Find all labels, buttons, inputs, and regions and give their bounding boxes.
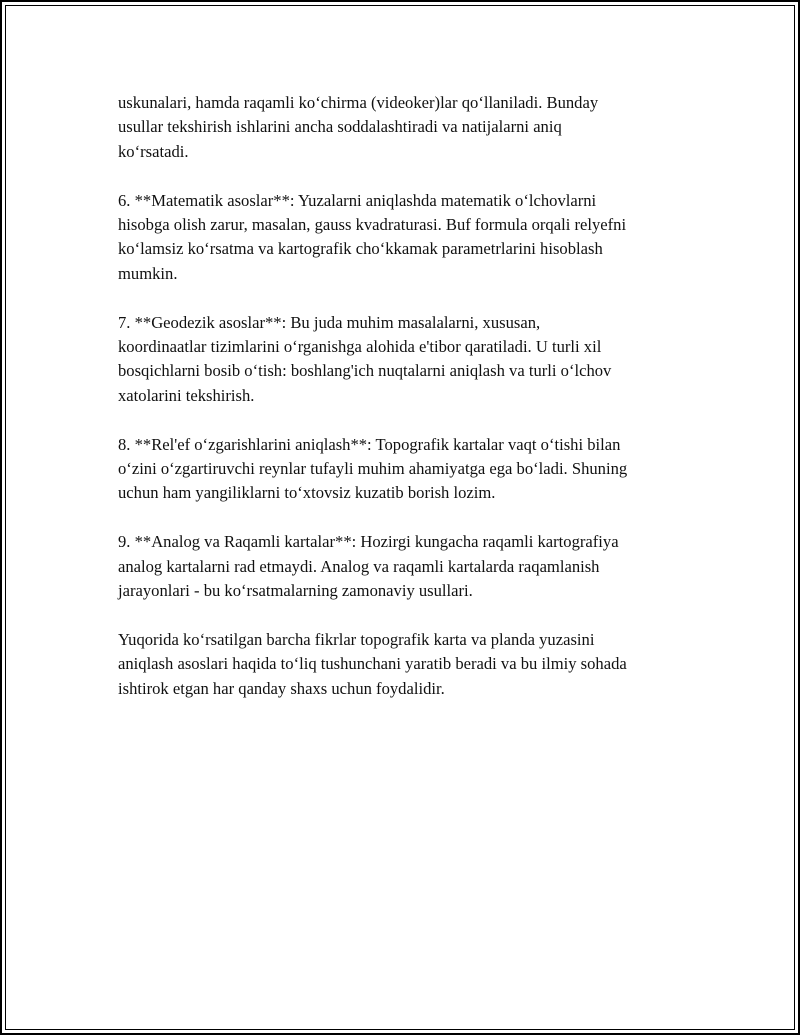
paragraph-continuation: uskunalari, hamda raqamli ko‘chirma (videoker)lar qo‘llaniladi. Bunday usullar tekshirish ishlarini ancha soddalashtiradi va natijalarni aniq ko‘rsatadi. [118,93,599,161]
document-body [118,91,683,725]
paragraph-geodezik-asoslar: 7. **Geodezik asoslar**: Bu juda muhim masalalarni, xususan, koordinaatlar tizimlarini o‘rganishga alohida e'tibor qaratiladi. U turli xil bosqichlarni bosib o‘tish: boshlang'ich nuqtalarni aniqlash va turli o‘lchov xatolarini tekshirish. [118,312,612,405]
paragraph-conclusion: Yuqorida ko‘rsatilgan barcha fikrlar topografik karta va planda yuzasini aniqlash asoslari haqida to‘liq tushunchani yaratib beradi va bu ilmiy sohada ishtirok etgan har qanday shaxs uchun foydalidir. [118,629,627,698]
paragraph-analog-raqamli-kartalar: 9. **Analog va Raqamli kartalar**: Hozirgi kungacha raqamli kartografiya analog kartalarni rad etmaydi. Analog va raqamli kartalarda raqamlanish jarayonlari - bu ko‘rsatmalarning zamonaviy usullari. [118,532,619,601]
paragraph-relef-ozgarishlari: 8. **Rel'ef o‘zgarishlarini aniqlash**: Topografik kartalar vaqt o‘tishi bilan o‘zini o‘zgartiruvchi reynlar tufayli muhim ahamiyatga ega bo‘ladi. Shuning uchun ham yangiliklarni to‘xtovsiz kuzatib borish lozim. [118,434,628,503]
paragraph-matematik-asoslar: 6. **Matematik asoslar**: Yuzalarni aniqlashda matematik o‘lchovlarni hisobga olish zarur, masalan, gauss kvadraturasi. Buf formula orqali relyefni ko‘lamsiz ko‘rsatma va kartografik cho‘kkamak parametrlarini hisoblash mumkin. [118,190,627,283]
